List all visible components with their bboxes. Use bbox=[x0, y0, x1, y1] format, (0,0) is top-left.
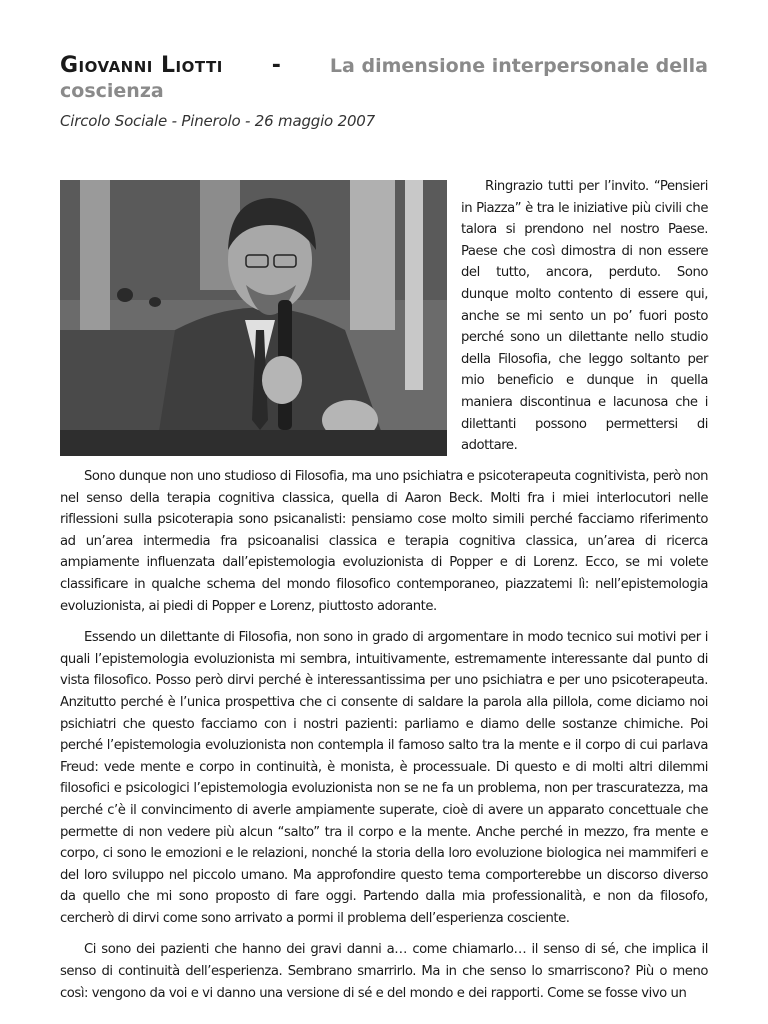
article-title-continued: coscienza bbox=[60, 80, 164, 102]
author-name: Giovanni Liotti bbox=[60, 53, 223, 78]
paragraph: Sono dunque non uno studioso di Filosofia, ma uno psichiatra e psicoterapeuta cognitivista, però non nel senso della terapia cognitiva classica, quella di Aaron Beck. Molti fra i miei interlocutori nelle riflessioni sulla psicoterapia sono psicanalisti: pensiamo cose molto simili perché facciamo riferimento ad un’area intermedia fra psicoanalisi classica e terapia cognitiva classica, un’area di ricerca ampiamente influenzata dall’epistemologia evoluzionista di Popper e di Lorenz. Ecco, se mi volete classificare in qualche schema del mondo filosofico contemporaneo, piazzatemi lì: nell’epistemologia evoluzionista, ai piedi di Popper e Lorenz, piuttosto adorante. bbox=[60, 469, 708, 614]
paragraph: Essendo un dilettante di Filosofia, non sono in grado di argomentare in modo tecnico sui motivi per i quali l’epistemologia evoluzionista mi sembra, intuitivamente, estremamente interessante dal punto di vista filosofico. Posso però dirvi perché è interessantissima per uno psichiatra e per uno psicoterapeuta. Anzitutto perché è l’unica prospettiva che ci consente di saldare la parola alla pillola, come diciamo noi psichiatri che questo facciamo con i nostri pazienti: parliamo e diamo delle sostanze chimiche. Poi perché l’epistemologia evoluzionista non contempla il famoso salto tra la mente e il corpo di cui parlava Freud: vede mente e corpo in continuità, è monista, è processuale. Di questo e di molti altri dilemmi filosofici e psicologici l’epistemologia evoluzionista non se ne fa un problema, non per trascuratezza, ma perché c’è il convincimento di averle ampiamente superate, cioè di avere un apparato concettuale che permette di non vedere più alcun “salto” tra il corpo e la mente. Anche perché in mezzo, fra mente e corpo, ci sono le emozioni e le relazioni, nonché la storia della loro evoluzione biologica nei mammiferi e del loro sviluppo nel piccolo umano. Ma approfondire questo tema comporterebbe un discorso diverso da quello che mi sono proposto di fare oggi. Partendo dalla mia professionalità, e non da filosofo, cercherò di dirvi come sono arrivato a pormi il problema dell’esperienza cosciente. bbox=[60, 630, 708, 926]
title-line bbox=[60, 52, 708, 80]
event-subtitle: Circolo Sociale - Pinerolo - 26 maggio 2007 bbox=[60, 112, 375, 130]
paragraph: Ci sono dei pazienti che hanno dei gravi danni a… come chiamarlo… il senso di sé, che implica il senso di continuità dell’esperienza. Sembrano smarrirlo. Ma in che senso lo smarriscono? Più o meno così: vengono da voi e vi danno una versione di sé e del mondo e dei rapporti. Come se fosse vivo un bbox=[60, 942, 708, 1001]
article-body bbox=[60, 466, 708, 1014]
title-separator: - bbox=[271, 53, 281, 78]
article-title: La dimensione interpersonale della bbox=[329, 55, 708, 77]
speaker-photo bbox=[60, 180, 447, 456]
document-page bbox=[60, 52, 708, 1001]
intro-paragraph: Ringrazio tutti per l’invito. “Pensieri in Piazza” è tra le iniziative più civili che talora si prendono nel nostro Paese. Paese che così dimostra di non essere del tutto, ancora, perduto. Sono dunque molto contento di essere qui, anche se mi sento un po’ fuori posto perché sono un dilettante nello studio della Filosofia, che leggo soltanto per mio beneficio e dunque in quella maniera discontinua e lacunosa che i dilettanti possono permettersi di adottare. bbox=[461, 179, 708, 454]
